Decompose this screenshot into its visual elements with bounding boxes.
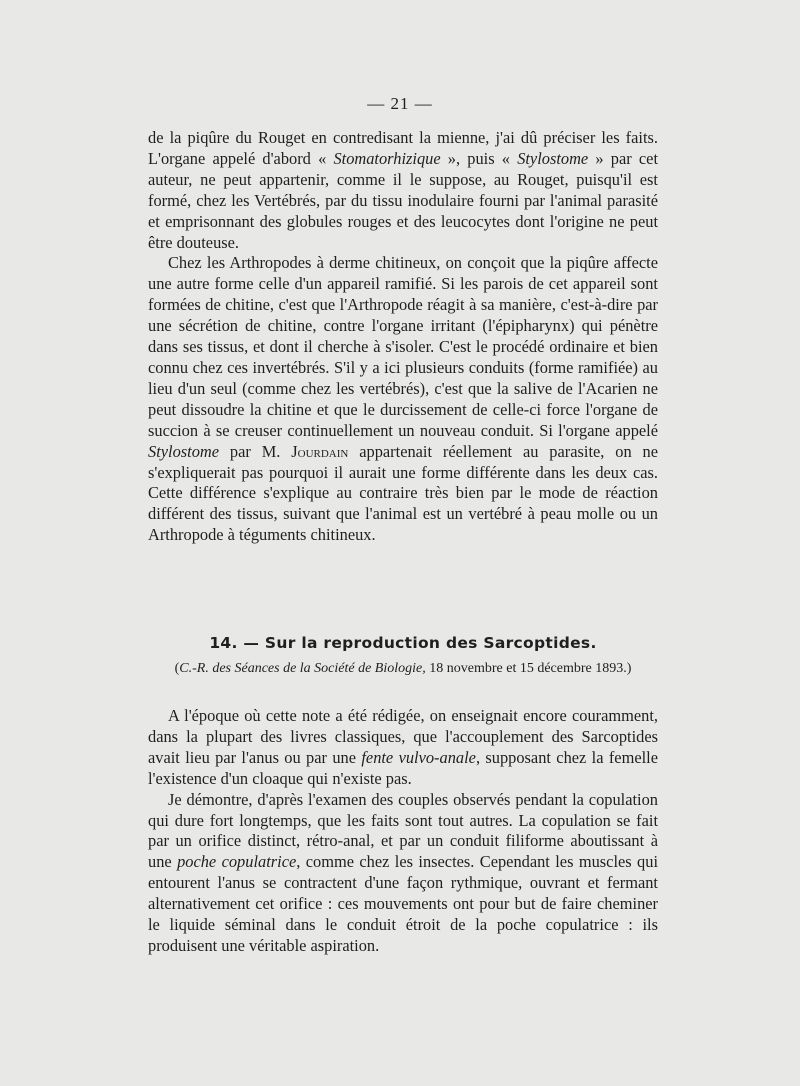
paragraph-intro: de la piqûre du Rouget en contredisant la mienne, j'ai dû préciser les faits. L'organe appelé d'abord « Stomatorhizique », puis « Stylostome » par cet auteur, ne peut appartenir, comme il le suppose, au Rouget, puisqu'il est formé, chez les Vertébrés, par du tissu inodulaire fourni par l'animal parasité et emprisonnant des globules rouges et des leucocytes dont l'origine ne peut être douteuse.	[148, 128, 658, 252]
body-text-section	[148, 706, 658, 957]
paragraph-copulation: Je démontre, d'après l'examen des couples observés pendant la copulation qui dure fort longtemps, que les faits sont tout autres. La copulation se fait par un orifice distinct, rétro-anal, et par un conduit filiforme aboutissant à une poche copulatrice, comme chez les insectes. Cependant les muscles qui entourent l'anus se contractent d'une façon rythmique, ouvrant et fermant alternativement cet orifice : ces mouvements ont pour but de faire cheminer le liquide séminal dans le conduit étroit de la poche copulatrice : ils produisent une véritable aspiration.	[148, 789, 658, 955]
page-number: — 21 —	[367, 94, 433, 113]
paragraph-epoque: A l'époque où cette note a été rédigée, on enseignait encore couramment, dans la plupart des livres classiques, que l'accouplement des Sarcoptides avait lieu par l'anus ou par une fente vulvo-anale, supposant chez la femelle l'existence d'un cloaque qui n'existe pas.	[148, 706, 658, 788]
section-heading: 14. — Sur la reproduction des Sarcoptides.	[209, 634, 597, 652]
body-text-top	[148, 128, 658, 546]
section-source-citation: (C.-R. des Séances de la Société de Biologie, 18 novembre et 15 décembre 1893.)	[174, 661, 632, 676]
paragraph-arthropodes: Chez les Arthropodes à derme chitineux, on conçoit que la piqûre affecte une autre forme celle d'un appareil ramifié. Si les parois de cet appareil sont formées de chitine, c'est que l'Arthropode réagit à sa manière, c'est-à-dire par une sécrétion de chitine, contre l'organe irritant (l'épipharynx) qui pénètre dans ses tissus, et dont il cherche à s'isoler. C'est le procédé ordinaire et bien connu chez ces invertébrés. S'il y a ici plusieurs conduits (forme ramifiée) au lieu d'un seul (comme chez les vertébrés), c'est que la salive de l'Acarien ne peut dissoudre la chitine et que le durcissement de celle-ci force l'organe de succion à se creuser continuellement un nouveau conduit. Si l'organe appelé Stylostome par M. Jourdain appartenait réellement au parasite, on ne s'expliquerait pas pourquoi il aurait une forme différente dans les deux cas. Cette différence s'explique au contraire très bien par le mode de réaction différent des tissus, suivant que l'animal est un vertébré à peau molle ou un Arthropode à téguments chitineux.	[148, 253, 658, 545]
